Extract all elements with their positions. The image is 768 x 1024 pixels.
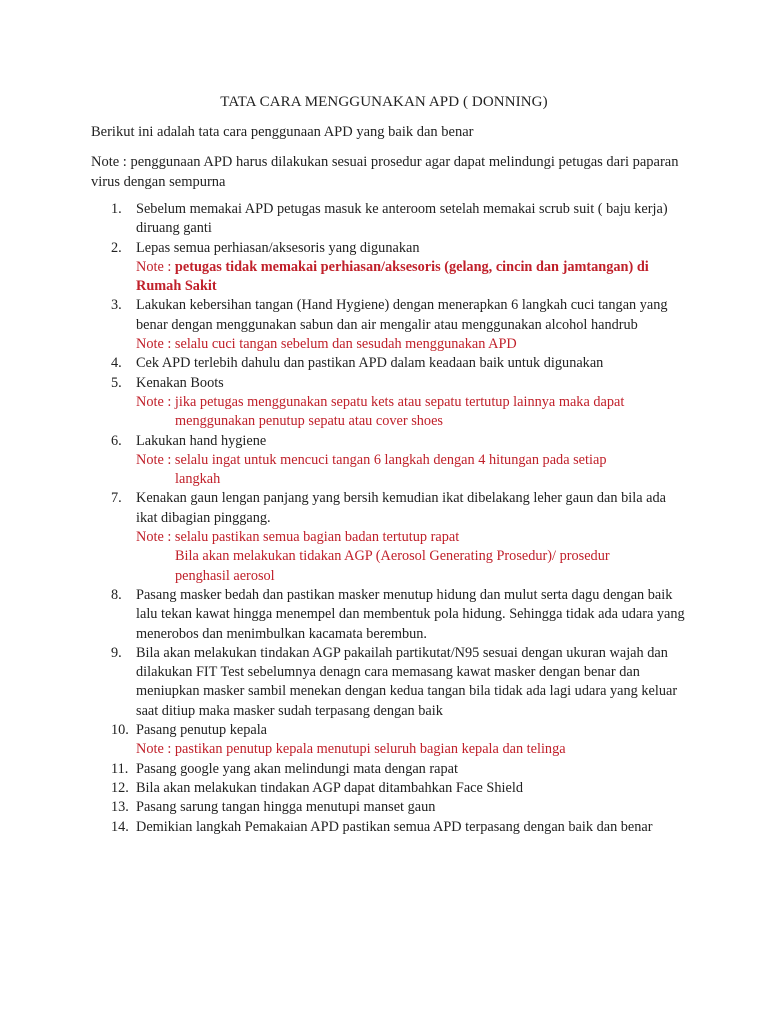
step-note: Note : selalu ingat untuk mencuci tangan 6 langkah dengan 4 hitungan pada setiap — [136, 451, 607, 468]
document-title: TATA CARA MENGGUNAKAN APD ( DONNING) — [220, 94, 548, 110]
list-item — [0, 798, 768, 817]
step-note: petugas tidak memakai perhiasan/aksesoris (gelang, cincin dan jamtangan) di Rumah Sakit — [136, 258, 649, 295]
list-item — [0, 432, 768, 490]
step-number: 13. — [111, 799, 129, 816]
step-text: Demikian langkah Pemakaian APD pastikan semua APD terpasang dengan baik dan benar — [136, 818, 653, 835]
step-number: 2. — [111, 239, 122, 256]
step-note: Note : selalu pastikan semua bagian badan tertutup rapat — [136, 529, 460, 546]
list-item — [0, 818, 768, 837]
list-item — [0, 374, 768, 432]
general-note: Note : penggunaan APD harus dilakukan sesuai prosedur agar dapat melindungi petugas dari paparan virus dengan sempurna — [91, 154, 679, 190]
step-text: Bila akan melakukan tindakan AGP pakailah partikutat/N95 sesuai dengan ukuran wajah dan dilakukan FIT Test sebelumnya denagn cara memasang kawat masker dengan benar dan meniupkan masker sambil menekan dengan kedua tangan bila tidak ada lagi udara yang keluar saat ditiup maka masker sudah terpasang dengan baik — [136, 644, 678, 719]
step-note: Note : selalu cuci tangan sebelum dan sesudah menggunakan APD — [136, 336, 517, 353]
step-note-continuation: langkah — [175, 471, 221, 488]
list-item — [0, 721, 768, 760]
step-number: 14. — [111, 818, 129, 835]
list-item — [0, 200, 768, 239]
step-number: 8. — [111, 586, 122, 603]
step-text: Pasang masker bedah dan pastikan masker menutup hidung dan mulut serta dagu dengan baik lalu tekan kawat hingga menempel dan membentuk pola hidung. Sehingga tidak ada udara yang menerobos dan menimbulkan kacamata berembun. — [136, 586, 685, 642]
list-item — [0, 586, 768, 644]
step-note-prefix: Note : — [136, 258, 175, 275]
list-item — [0, 779, 768, 798]
step-note-continuation: menggunakan penutup sepatu atau cover shoes — [175, 413, 443, 430]
list-item — [0, 354, 768, 373]
step-number: 9. — [111, 644, 122, 661]
step-text: Lepas semua perhiasan/aksesoris yang digunakan — [136, 239, 420, 256]
step-number: 5. — [111, 374, 122, 391]
step-text: Pasang penutup kepala — [136, 722, 268, 739]
step-text: Kenakan gaun lengan panjang yang bersih kemudian ikat dibelakang leher gaun dan bila ada ikat dibagian pinggang. — [136, 490, 666, 526]
step-number: 7. — [111, 490, 122, 507]
steps-list — [0, 200, 768, 837]
list-item — [0, 644, 768, 721]
step-text: Pasang google yang akan melindungi mata dengan rapat — [136, 760, 458, 777]
step-text: Lakukan kebersihan tangan (Hand Hygiene) dengan menerapkan 6 langkah cuci tangan yang benar dengan menggunakan sabun dan air mengalir atau menggunakan alcohol handrub — [136, 297, 668, 333]
step-text: Cek APD terlebih dahulu dan pastikan APD dalam keadaan baik untuk digunakan — [136, 355, 604, 372]
step-number: 3. — [111, 297, 122, 314]
step-note: Note : pastikan penutup kepala menutupi seluruh bagian kepala dan telinga — [136, 741, 566, 758]
intro-paragraph: Berikut ini adalah tata cara penggunaan APD yang baik dan benar — [91, 124, 474, 140]
step-number: 6. — [111, 432, 122, 449]
step-note-continuation: penghasil aerosol — [175, 567, 275, 584]
list-item — [0, 489, 768, 585]
step-text: Pasang sarung tangan hingga menutupi manset gaun — [136, 799, 436, 816]
step-text: Sebelum memakai APD petugas masuk ke anteroom setelah memakai scrub suit ( baju kerja) diruang ganti — [136, 201, 668, 237]
list-item — [0, 760, 768, 779]
step-text: Kenakan Boots — [136, 374, 224, 391]
step-text: Bila akan melakukan tindakan AGP dapat ditambahkan Face Shield — [136, 779, 523, 796]
step-note: Note : jika petugas menggunakan sepatu kets atau sepatu tertutup lainnya maka dapat — [136, 393, 625, 410]
step-number: 12. — [111, 779, 129, 796]
step-number: 10. — [111, 722, 129, 739]
step-note-continuation: Bila akan melakukan tidakan AGP (Aerosol Generating Prosedur)/ prosedur — [175, 548, 610, 565]
list-item — [0, 239, 768, 297]
step-number: 1. — [111, 201, 122, 217]
step-number: 4. — [111, 355, 122, 372]
list-item — [0, 296, 768, 354]
step-number: 11. — [111, 760, 129, 777]
step-text: Lakukan hand hygiene — [136, 432, 267, 449]
